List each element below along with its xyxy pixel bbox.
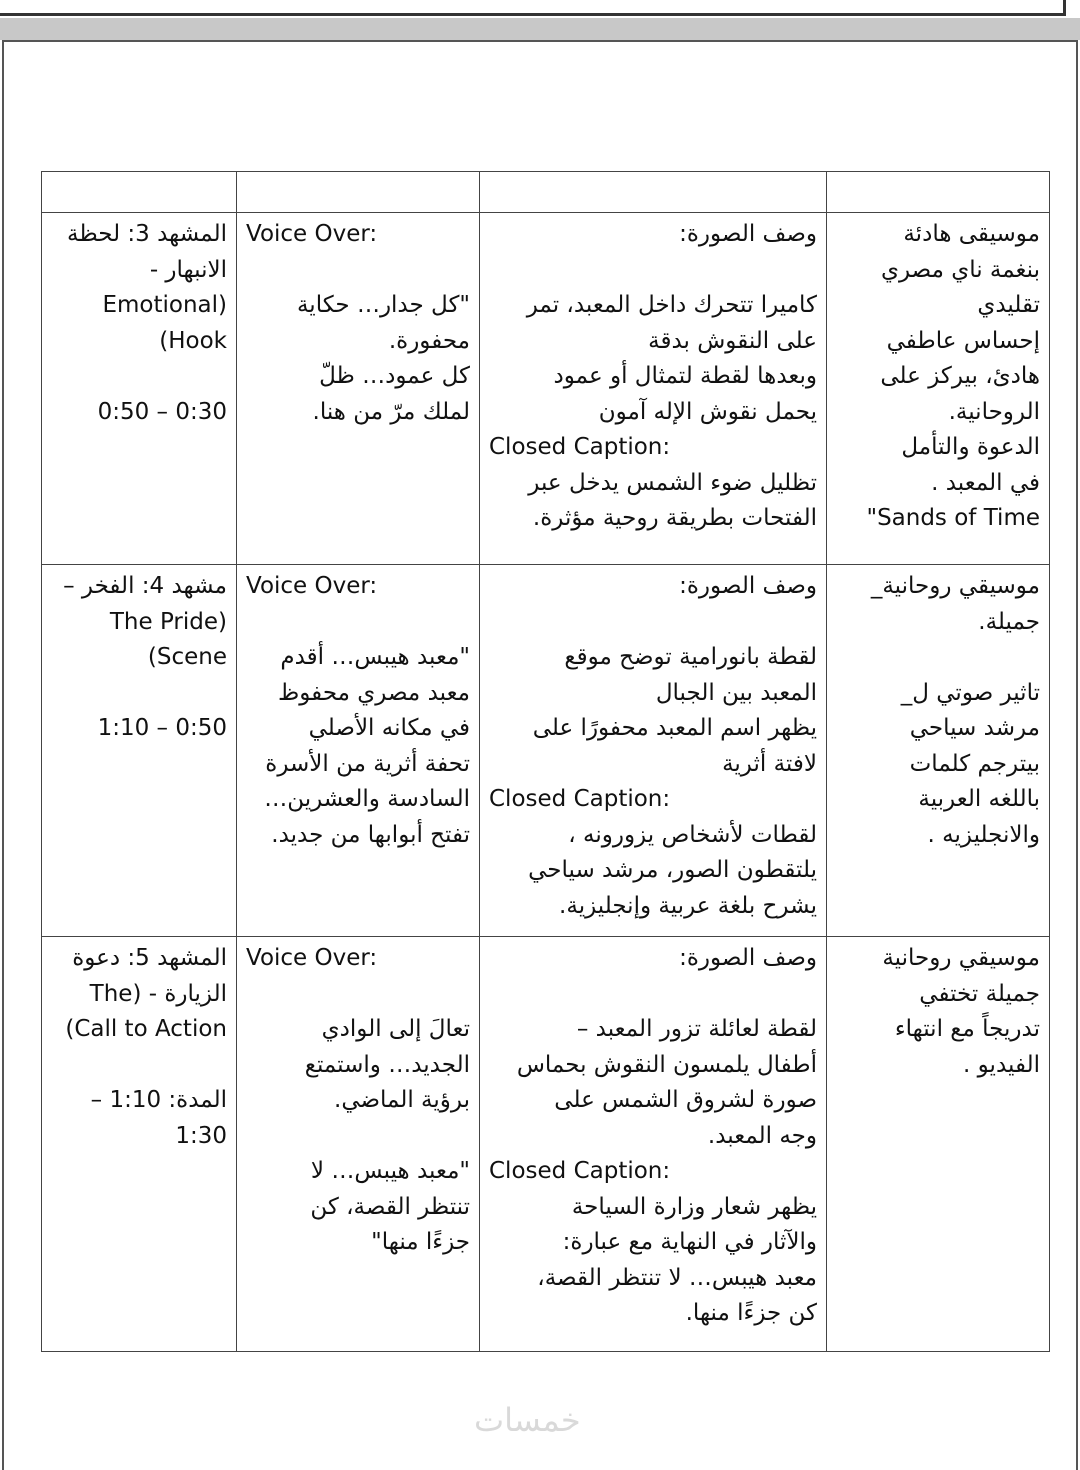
music-line: جميلة. <box>978 608 1040 635</box>
image-description-line: المعبد بين الجبال <box>655 679 817 706</box>
voice-over-line: تنتظر القصة، كن <box>310 1193 470 1220</box>
image-description-line: يحمل نقوش الإله آمون <box>598 398 817 425</box>
scene-title-line: Scene) <box>147 644 227 670</box>
image-description-line: أطفال يلمسون النقوش بحماس <box>516 1051 817 1078</box>
music-line: موسيقى هادئة <box>903 221 1040 247</box>
closed-caption-line: يشرح بلغة عربية وإنجليزية. <box>559 892 817 919</box>
closed-caption-line: لقطات لأشخاص يزورونه ، <box>568 821 817 848</box>
image-description-line: لافتة أثرية <box>722 750 817 777</box>
voice-over-label: Voice Over: <box>246 945 378 971</box>
closed-caption-line: يلتقطون الصور، مرشد سياحي <box>528 857 817 883</box>
voice-over-line: "معبد هيبس… أقدم <box>280 644 470 670</box>
voice-over-cell <box>237 937 480 1352</box>
voice-over-line: معبد مصري محفوظ <box>278 679 470 706</box>
scene-title-line: 0:50 – 1:10 <box>97 715 227 741</box>
music-line: مرشد سياحي <box>909 715 1040 741</box>
music-line: تدريجاً مع انتهاء <box>894 1016 1040 1042</box>
header-cell-image <box>480 172 827 213</box>
closed-caption-line: الفتحات بطريقة روحية مؤثرة. <box>532 505 817 531</box>
closed-caption-line: تظليل ضوء الشمس يدخل عبر <box>528 469 817 496</box>
scene-title-line <box>51 676 227 712</box>
voice-over-label: Voice Over: <box>246 573 378 599</box>
scene-title-line: المشهد 5: دعوة <box>72 945 227 971</box>
music-cell <box>827 937 1050 1352</box>
scene-cell <box>42 565 237 937</box>
voice-over-line: جزءًا منها" <box>371 1229 470 1255</box>
table-row <box>42 565 1050 937</box>
voice-over-line <box>246 253 470 289</box>
closed-caption-line: يظهر شعار وزارة السياحة <box>571 1193 817 1220</box>
voice-over-label: Voice Over: <box>246 221 378 247</box>
music-line: Sands of Time" <box>866 505 1040 531</box>
music-line: بيترجم كلمات <box>909 750 1040 777</box>
music-line: إحساس عاطفي <box>886 327 1040 354</box>
closed-caption-line: معبد هيبس… لا تنتظر القصة، <box>537 1264 817 1291</box>
image-description-line: على النقوش بدقة <box>648 327 817 354</box>
music-line: والانجليزيه . <box>927 821 1040 848</box>
music-line: موسيقي روحانية <box>882 945 1040 971</box>
music-line <box>836 640 1040 676</box>
image-description-line: صورة لشروق الشمس على <box>554 1087 817 1113</box>
music-line: تقليدي <box>977 292 1040 318</box>
scene-title-line: المشهد 3: لحظة <box>67 221 227 247</box>
music-line: تاثير صوتي ل_ <box>900 679 1040 706</box>
scene-title-line: Hook) <box>159 327 227 354</box>
music-line: في المعبد . <box>931 469 1040 496</box>
image-description-line: وجه المعبد. <box>707 1122 817 1149</box>
table-row <box>42 937 1050 1352</box>
voice-over-line: تحفة أثرية من الأسرة <box>265 750 470 777</box>
image-description-label: وصف الصورة: <box>679 221 817 247</box>
voice-over-line <box>246 1119 470 1155</box>
scene-cell <box>42 937 237 1352</box>
closed-caption-label: Closed Caption: <box>489 434 671 460</box>
scene-title-line: الزيارة - (The <box>89 980 227 1007</box>
header-cell-scene <box>42 172 237 213</box>
image-description-line: يظهر اسم المعبد محفورًا على <box>532 715 817 741</box>
scene-title-line: (Emotional <box>102 292 227 318</box>
table-row <box>42 213 1050 565</box>
voice-over-line: تفتح أبوابها من جديد. <box>271 821 470 848</box>
voice-over-cell <box>237 565 480 937</box>
voice-over-line: "كل جدار… حكاية <box>296 292 470 318</box>
voice-over-line: الجديد… واستمتع <box>304 1051 470 1078</box>
closed-caption-line: كن جزءًا منها. <box>685 1300 817 1326</box>
image-description-line: كاميرا تتحرك داخل المعبد، تمر <box>526 292 817 318</box>
closed-caption-line: والآثار في النهاية مع عبارة: <box>562 1229 817 1255</box>
voice-over-line: في مكانه الأصلي <box>308 715 470 741</box>
image-description-cell <box>480 565 827 937</box>
script-table <box>41 171 1050 1352</box>
scene-title-line: الانبهار - <box>149 256 227 283</box>
scene-title-line: المدة: 1:10 – <box>90 1087 227 1113</box>
music-line: جميلة تختفي <box>919 980 1040 1007</box>
scene-title-line: Call to Action) <box>65 1016 227 1042</box>
music-line: بنغمة ناي مصري <box>880 256 1040 283</box>
scene-title-line: مشهد 4: الفخر – <box>63 573 227 599</box>
image-description-line <box>489 253 817 289</box>
image-description-cell <box>480 213 827 565</box>
music-line: الدعوة والتأمل <box>901 434 1040 460</box>
image-description-line <box>489 977 817 1013</box>
voice-over-line: تعالَ إلى الوادي <box>321 1016 470 1042</box>
music-line: هادئ، بيركز على <box>880 363 1040 389</box>
voice-over-line: لملك مرّ من هنا. <box>312 398 470 425</box>
header-cell-voice <box>237 172 480 213</box>
image-description-line: لقطة لعائلة تزور المعبد – <box>576 1016 817 1042</box>
previous-page-edge <box>0 0 1066 16</box>
voice-over-line: محفورة. <box>388 327 470 354</box>
voice-over-line: السادسة والعشرين… <box>264 786 470 812</box>
voice-over-line: برؤية الماضي. <box>334 1087 470 1113</box>
scene-title-line <box>51 1048 227 1084</box>
music-cell <box>827 213 1050 565</box>
music-cell <box>827 565 1050 937</box>
table-header-row <box>42 172 1050 213</box>
voice-over-line: كل عمود… ظلّ <box>319 363 470 389</box>
voice-over-line <box>246 605 470 641</box>
music-line: الروحانية. <box>948 398 1040 425</box>
scene-title-line: 0:30 – 0:50 <box>97 398 227 425</box>
voice-over-line: "معبد هيبس… لا <box>310 1158 470 1184</box>
scene-title-line: (The Pride <box>109 608 227 635</box>
voice-over-cell <box>237 213 480 565</box>
scene-title-line <box>51 359 227 395</box>
scene-title-line: 1:30 <box>175 1122 227 1149</box>
image-description-line <box>489 605 817 641</box>
header-cell-music <box>827 172 1050 213</box>
music-line: الفيديو . <box>963 1051 1040 1078</box>
closed-caption-label: Closed Caption: <box>489 1158 671 1184</box>
scene-cell <box>42 213 237 565</box>
music-line: باللغه العربية <box>918 786 1040 812</box>
closed-caption-label: Closed Caption: <box>489 786 671 812</box>
image-description-line: وبعدها لقطة لتمثال أو عمود <box>553 363 817 389</box>
voice-over-line <box>246 977 470 1013</box>
image-description-label: وصف الصورة: <box>679 945 817 971</box>
image-description-cell <box>480 937 827 1352</box>
music-line: موسيقي روحانية_ <box>870 573 1040 599</box>
page-separator-band <box>0 18 1080 40</box>
image-description-line: لقطة بانورامية توضح موقع <box>564 644 817 670</box>
watermark-logo: خمسات <box>474 1401 581 1439</box>
image-description-label: وصف الصورة: <box>679 573 817 599</box>
